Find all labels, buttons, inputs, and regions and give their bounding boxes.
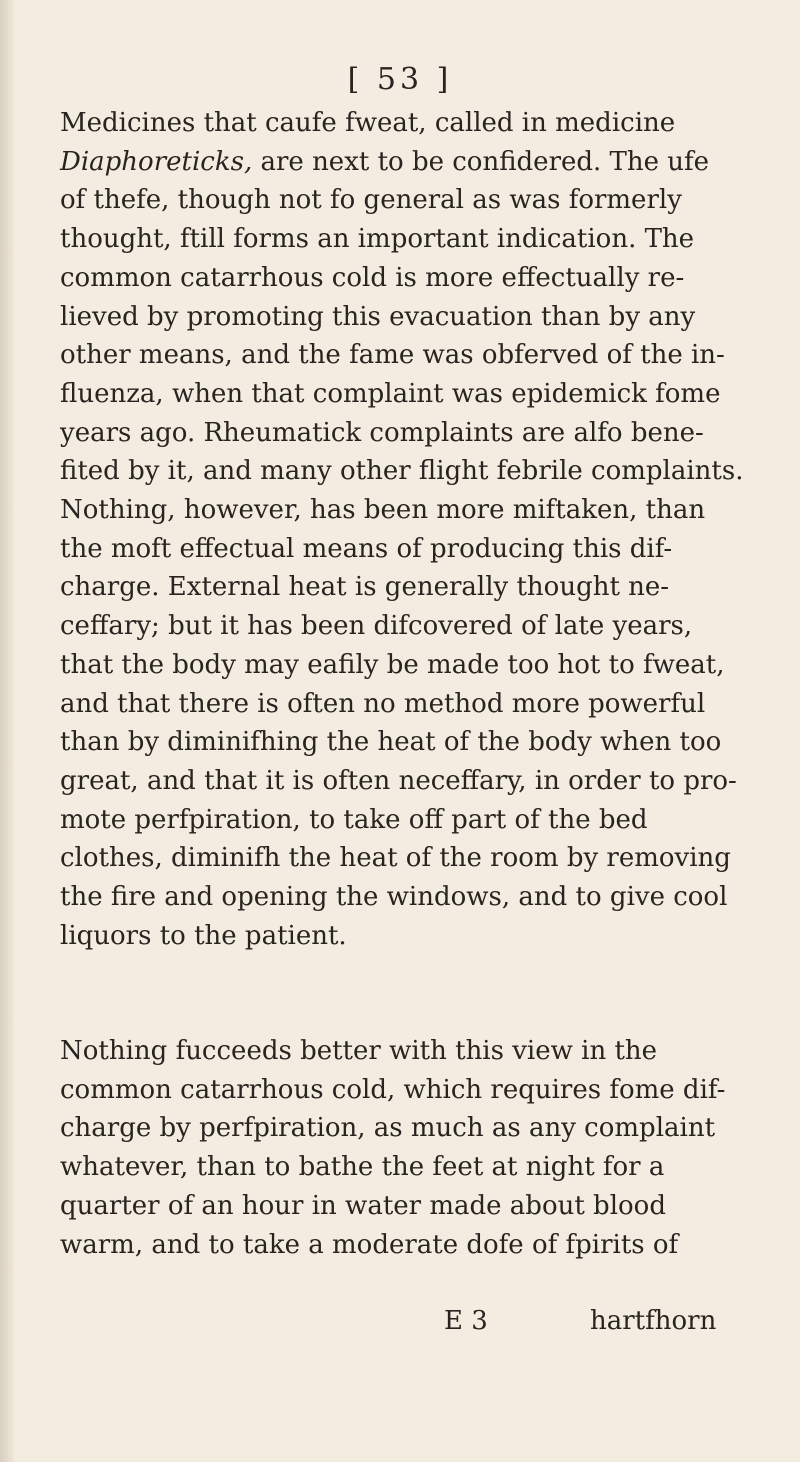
paragraph-diaphoreticks: [60, 104, 760, 955]
text-line: [60, 452, 760, 491]
line-text: than by diminifhing the heat of the body when too: [60, 727, 722, 758]
catchword: hartfhorn: [590, 1306, 717, 1336]
text-line: [60, 220, 760, 259]
text-line: [60, 568, 760, 607]
text-line: [60, 1148, 760, 1187]
text-line: [60, 839, 760, 878]
italic-term: Diaphoreticks,: [60, 146, 253, 177]
page-number-header: [ 53 ]: [347, 62, 453, 97]
line-text: whatever, than to bathe the feet at night for a: [60, 1152, 665, 1183]
line-text: fluenza, when that complaint was epidemick fome: [60, 378, 721, 409]
text-line: [60, 878, 760, 917]
text-line: [60, 917, 760, 956]
text-line: [60, 181, 760, 220]
text-line: [60, 1071, 760, 1110]
paragraph-catarrhous-cold: [60, 1032, 760, 1264]
line-text: great, and that it is often neceffary, in order to pro-: [60, 765, 737, 796]
text-line: [60, 491, 760, 530]
text-line: [60, 530, 760, 569]
line-text: Nothing fucceeds better with this view in the: [60, 1036, 658, 1066]
line-text: of thefe, though not fo general as was formerly: [60, 185, 682, 216]
line-text: liquors to the patient.: [60, 920, 347, 951]
text-line: [60, 801, 760, 840]
line-text: and that there is often no method more powerful: [60, 688, 706, 719]
text-line: [60, 607, 760, 646]
text-line: [60, 646, 760, 685]
line-text: that the body may eafily be made too hot to fweat,: [60, 649, 725, 680]
line-text: are next to be confidered. The ufe: [252, 146, 710, 177]
line-text: Medicines that caufe fweat, called in medicine: [60, 108, 676, 138]
text-line: [60, 375, 760, 414]
text-line: [60, 143, 760, 182]
line-text: charge. External heat is generally thought ne-: [60, 572, 670, 603]
text-line: [60, 723, 760, 762]
line-text: lieved by promoting this evacuation than by any: [60, 301, 696, 332]
line-text: the moft effectual means of producing this dif-: [60, 533, 673, 564]
line-text: the fire and opening the windows, and to give cool: [60, 882, 728, 913]
line-text: charge by perfpiration, as much as any complaint: [60, 1113, 716, 1144]
text-line: [60, 1109, 760, 1148]
line-text: Nothing, however, has been more miftaken, than: [60, 495, 706, 526]
line-text: ceffary; but it has been difcovered of late years,: [60, 611, 693, 642]
line-text: clothes, diminifh the heat of the room by removing: [60, 843, 731, 874]
line-text: other means, and the fame was obferved of the in-: [60, 340, 725, 371]
text-line: [60, 685, 760, 724]
line-text: thought, ftill forms an important indication. The: [60, 224, 695, 255]
text-line: [60, 259, 760, 298]
line-text: common catarrhous cold is more effectually re-: [60, 262, 685, 293]
text-line: [60, 336, 760, 375]
text-line: [60, 762, 760, 801]
line-text: common catarrhous cold, which requires fome dif-: [60, 1074, 726, 1105]
binding-gutter: [0, 0, 14, 1462]
line-text: years ago. Rheumatick complaints are alfo bene-: [60, 417, 704, 448]
line-text: warm, and to take a moderate dofe of fpirits of: [60, 1229, 679, 1260]
text-line: [60, 104, 760, 143]
line-text: fited by it, and many other flight febrile complaints.: [60, 456, 744, 487]
text-line: [60, 298, 760, 337]
signature-mark: E 3: [444, 1306, 488, 1336]
text-line: [60, 1187, 760, 1226]
text-line: [60, 1032, 760, 1071]
text-line: [60, 1226, 760, 1265]
line-text: quarter of an hour in water made about blood: [60, 1190, 666, 1221]
line-text: mote perfpiration, to take off part of the bed: [60, 804, 648, 835]
text-line: [60, 414, 760, 453]
